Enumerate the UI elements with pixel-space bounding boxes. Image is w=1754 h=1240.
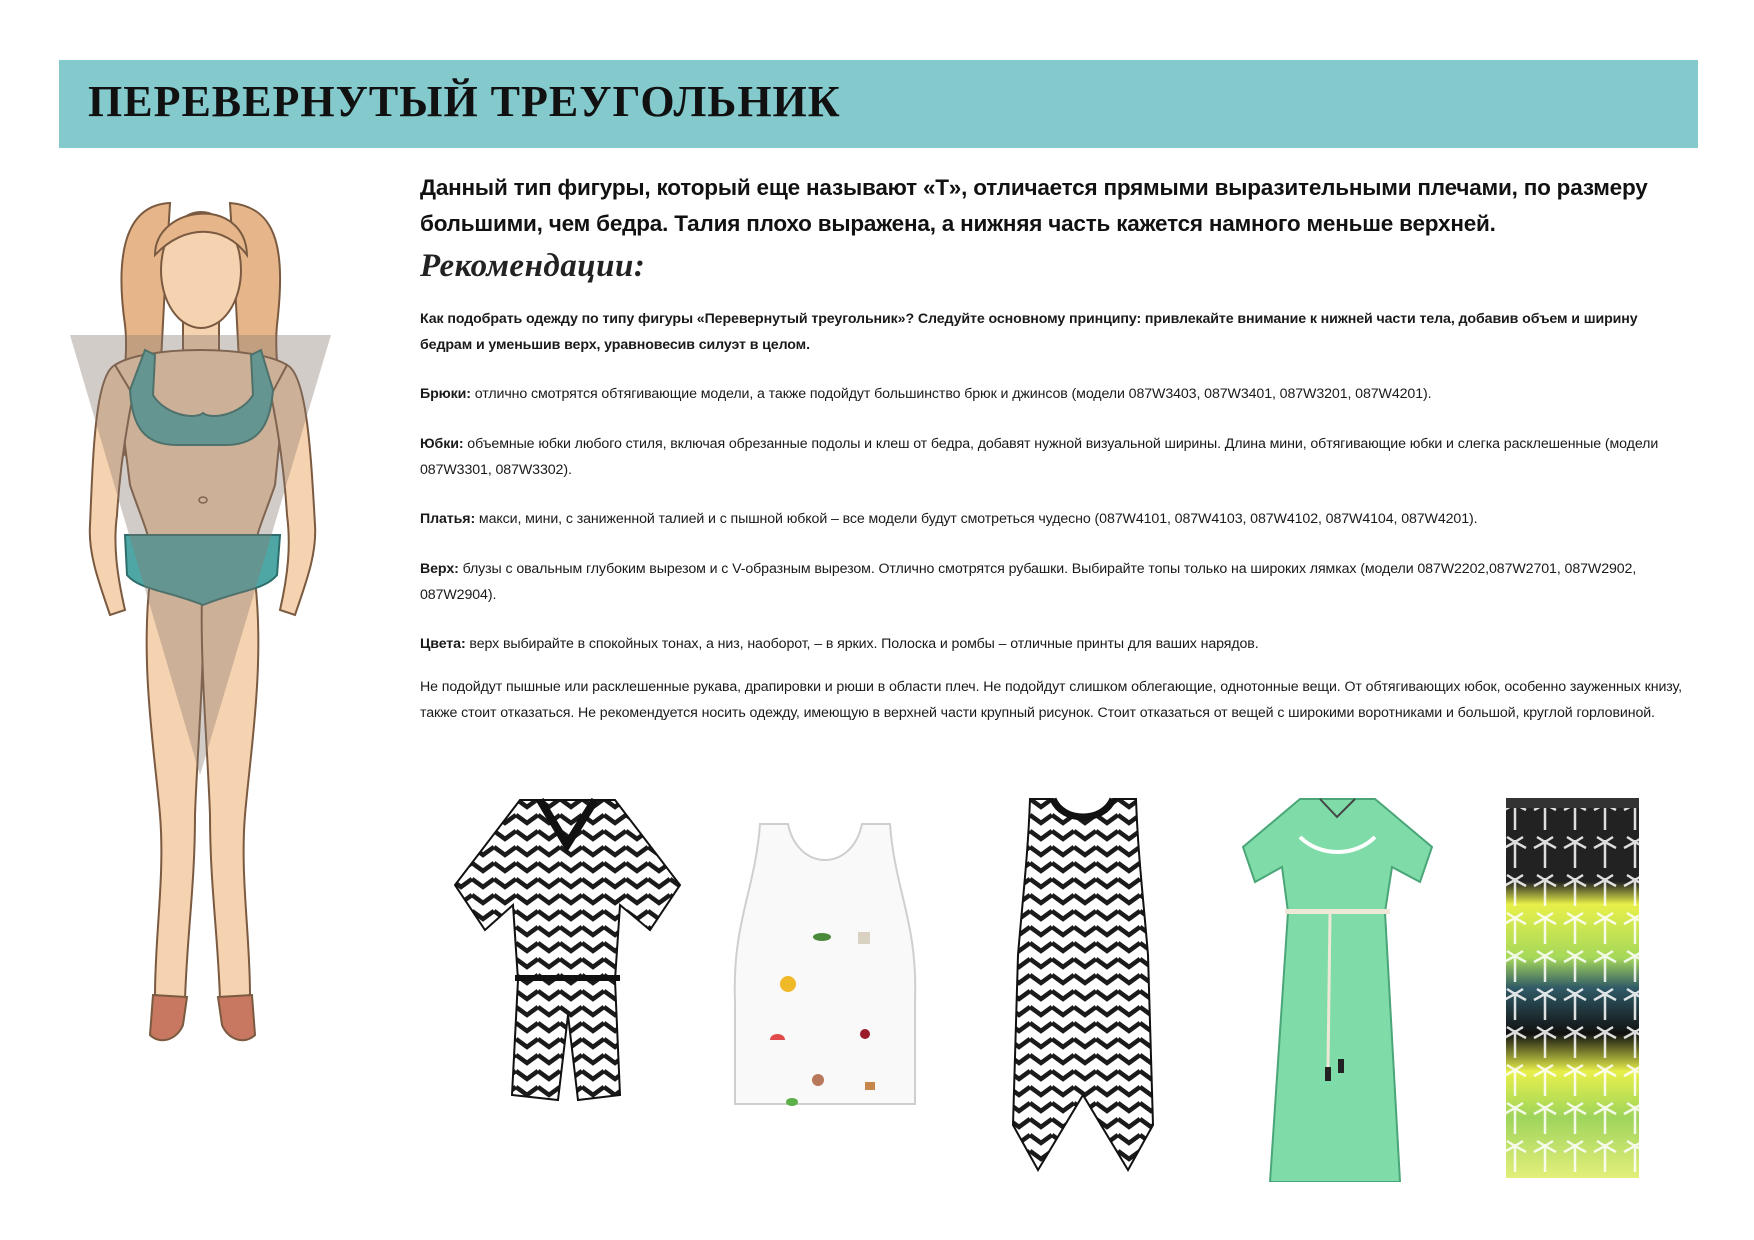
avoid-paragraph: Не подойдут пышные или расклешенные рукава, драпировки и рюши в области плеч. Не подойдут слишком облегающие, однотонные вещи. От обтягивающих юбок, особенно зауженных книзу, также стоит отказаться. Не рекомендуется носить одежду, имеющую в верхней части крупный рисунок. Стоит отказаться от вещей с широкими воротниками и большой, круглой горловиной. bbox=[420, 679, 1682, 721]
recommendations-heading: Рекомендации: bbox=[420, 248, 646, 284]
section-label: Юбки: bbox=[420, 436, 464, 452]
page-title: ПЕРЕВЕРНУТЫЙ ТРЕУГОЛЬНИК bbox=[88, 77, 841, 126]
section-label: Брюки: bbox=[420, 386, 471, 402]
section-tops bbox=[420, 557, 1690, 608]
tank-top-image bbox=[730, 822, 920, 1112]
section-label: Верх: bbox=[420, 561, 459, 577]
section-colors bbox=[420, 632, 1690, 658]
section-skirts bbox=[420, 432, 1690, 483]
intro-text: Данный тип фигуры, который еще называют «Т», отличается прямыми выразительными плечами, по размеру большими, чем бедра. Талия плохо выражена, а нижняя часть кажется намного меньше верхней. bbox=[420, 175, 1648, 236]
chevron-romper-image bbox=[450, 795, 685, 1120]
section-text: отлично смотрятся обтягивающие модели, а также подойдут большинство брюк и джинсов (модели 087W3403, 087W3401, 087W3201, 087W4201). bbox=[470, 386, 1432, 402]
section-dresses bbox=[420, 507, 1690, 533]
maxi-dress-image bbox=[1240, 797, 1435, 1182]
section-pants bbox=[420, 382, 1690, 408]
section-text: объемные юбки любого стиля, включая обрезанные подолы и клеш от бедра, добавят нужной визуальной ширины. Длина мини, обтягивающие юбки и слегка расклешенные (модели 087W3301, 087W3302). bbox=[420, 436, 1659, 478]
section-text: блузы с овальным глубоким вырезом и с V-образным вырезом. Отлично смотрятся рубашки. Выбирайте топы только на широких лямках (модели 087W2202,087W2701, 087W2902, 087W2904). bbox=[420, 561, 1637, 603]
lead-paragraph: Как подобрать одежду по типу фигуры «Перевернутый треугольник»? Следуйте основному принципу: привлекайте внимание к нижней части тела, добавив объем и ширину бедрам и уменьшив верх, уравновесив силуэт в целом. bbox=[420, 311, 1638, 353]
chevron-tunic-image bbox=[1008, 795, 1158, 1175]
palm-skirt-image bbox=[1500, 796, 1645, 1180]
section-text: макси, мини, с заниженной талией и с пышной юбкой – все модели будут смотреться чудесно (087W4101, 087W4103, 087W4102, 087W4104, 087W4201). bbox=[475, 511, 1478, 527]
section-label: Платья: bbox=[420, 511, 476, 527]
body-type-illustration bbox=[55, 195, 385, 1180]
section-text: верх выбирайте в спокойных тонах, а низ, наоборот, – в ярких. Полоска и ромбы – отличные принты для ваших нарядов. bbox=[465, 636, 1259, 652]
section-label: Цвета: bbox=[420, 636, 466, 652]
